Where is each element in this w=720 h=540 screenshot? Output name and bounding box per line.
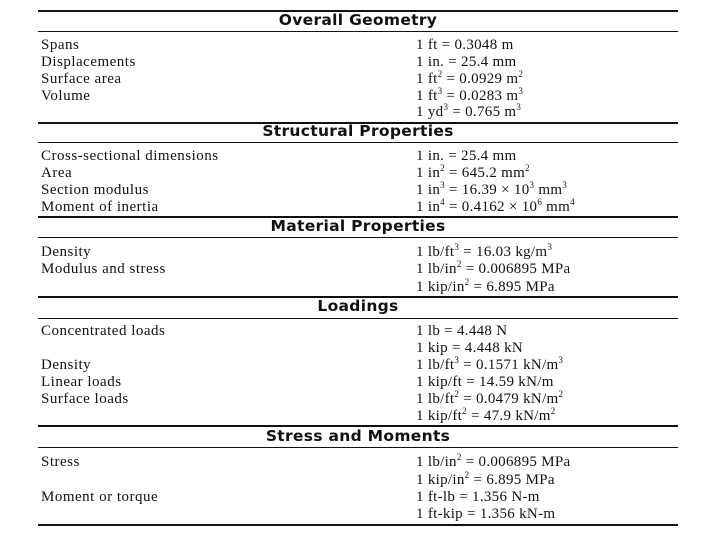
row-value: 1 kip/$ft^2 = 47.9$ $kN/m^2$ — [416, 406, 556, 424]
row-label: Stress — [41, 454, 80, 470]
row-label: Density — [41, 357, 92, 373]
row-value: 1 $in^4 = 0.4162 \times 10^6$ $mm^4$ — [416, 197, 575, 215]
table-row — [0, 199, 720, 216]
table-row — [0, 323, 720, 340]
table-row — [0, 279, 720, 296]
table-row — [0, 340, 720, 357]
row-label: Modulus and stress — [41, 261, 166, 277]
row-value: 1 $lb/ft^3 = 16.03$ $kg/m^3$ — [416, 242, 553, 260]
table-row — [0, 391, 720, 408]
table-row — [0, 148, 720, 165]
rule-stress-header — [38, 447, 678, 448]
row-label: Concentrated loads — [41, 323, 166, 339]
table-row — [0, 88, 720, 105]
rule-bottom — [38, 524, 678, 526]
table-row — [0, 506, 720, 523]
table-row — [0, 182, 720, 199]
row-label: Surface loads — [41, 391, 129, 407]
section-title: Stress and Moments — [265, 427, 451, 445]
section-title: Loadings — [317, 297, 399, 315]
table-row — [0, 472, 720, 489]
rule-material-header — [38, 237, 678, 238]
row-value: 1 $in^2 = 645.2$ $mm^2$ — [416, 163, 530, 181]
row-value: 1 in. = 25.4 mm — [416, 54, 517, 70]
table-row — [0, 357, 720, 374]
rule-geometry-header — [38, 31, 678, 32]
rule-loadings-header — [38, 318, 678, 319]
row-value: 1 kip/ft = 14.59 kN/m — [416, 374, 554, 390]
section-title: Material Properties — [270, 217, 446, 235]
row-value: 1 lb = 4.448 N — [416, 323, 508, 339]
row-value: 1 kip/$in^2 = 6.895$ MPa — [416, 470, 555, 488]
row-value: 1 ft = 0.3048 m — [416, 37, 514, 53]
row-value: 1 in. = 25.4 mm — [416, 148, 517, 164]
table-row — [0, 454, 720, 471]
row-value: 1 kip/$in^2 = 6.895$ MPa — [416, 277, 555, 295]
row-label: Volume — [41, 88, 91, 104]
row-value: 1 $in^3 = 16.39 \times 10^3$ $mm^3$ — [416, 180, 568, 198]
row-label: Density — [41, 244, 92, 260]
row-label: Moment or torque — [41, 489, 159, 505]
row-value: 1 $lb/in^2 = 0.006895$ MPa — [416, 259, 571, 277]
table-row — [0, 71, 720, 88]
table-row — [0, 408, 720, 425]
table-row — [0, 37, 720, 54]
table-row — [0, 374, 720, 391]
table-row — [0, 489, 720, 506]
row-value: 1 ft-kip = 1.356 kN-m — [416, 506, 556, 522]
row-label: Moment of inertia — [41, 199, 159, 215]
row-value: 1 $yd^3 = 0.765$ $m^3$ — [416, 102, 522, 120]
table-row — [0, 104, 720, 121]
table-row — [0, 54, 720, 71]
table-row — [0, 165, 720, 182]
row-value: 1 $lb/ft^3 = 0.1571$ $kN/m^3$ — [416, 355, 564, 373]
row-value: 1 $lb/in^2 = 0.006895$ MPa — [416, 452, 571, 470]
section-title: Structural Properties — [262, 122, 454, 140]
section-title: Overall Geometry — [278, 11, 438, 29]
rule-structural-header — [38, 142, 678, 143]
row-value: 1 $lb/ft^2 = 0.0479$ $kN/m^2$ — [416, 389, 564, 407]
row-label: Cross-sectional dimensions — [41, 148, 219, 164]
row-value: 1 ft-lb = 1.356 N-m — [416, 489, 540, 505]
row-label: Surface area — [41, 71, 122, 87]
table-row — [0, 244, 720, 261]
row-label: Linear loads — [41, 374, 122, 390]
row-value: 1 kip = 4.448 kN — [416, 340, 524, 356]
table-row — [0, 261, 720, 278]
row-label: Section modulus — [41, 182, 149, 198]
row-value: 1 $ft^3 = 0.0283$ $m^3$ — [416, 86, 524, 104]
row-label: Area — [41, 165, 73, 181]
row-label: Spans — [41, 37, 80, 53]
row-label: Displacements — [41, 54, 136, 70]
row-value: 1 $ft^2 = 0.0929$ $m^2$ — [416, 69, 524, 87]
